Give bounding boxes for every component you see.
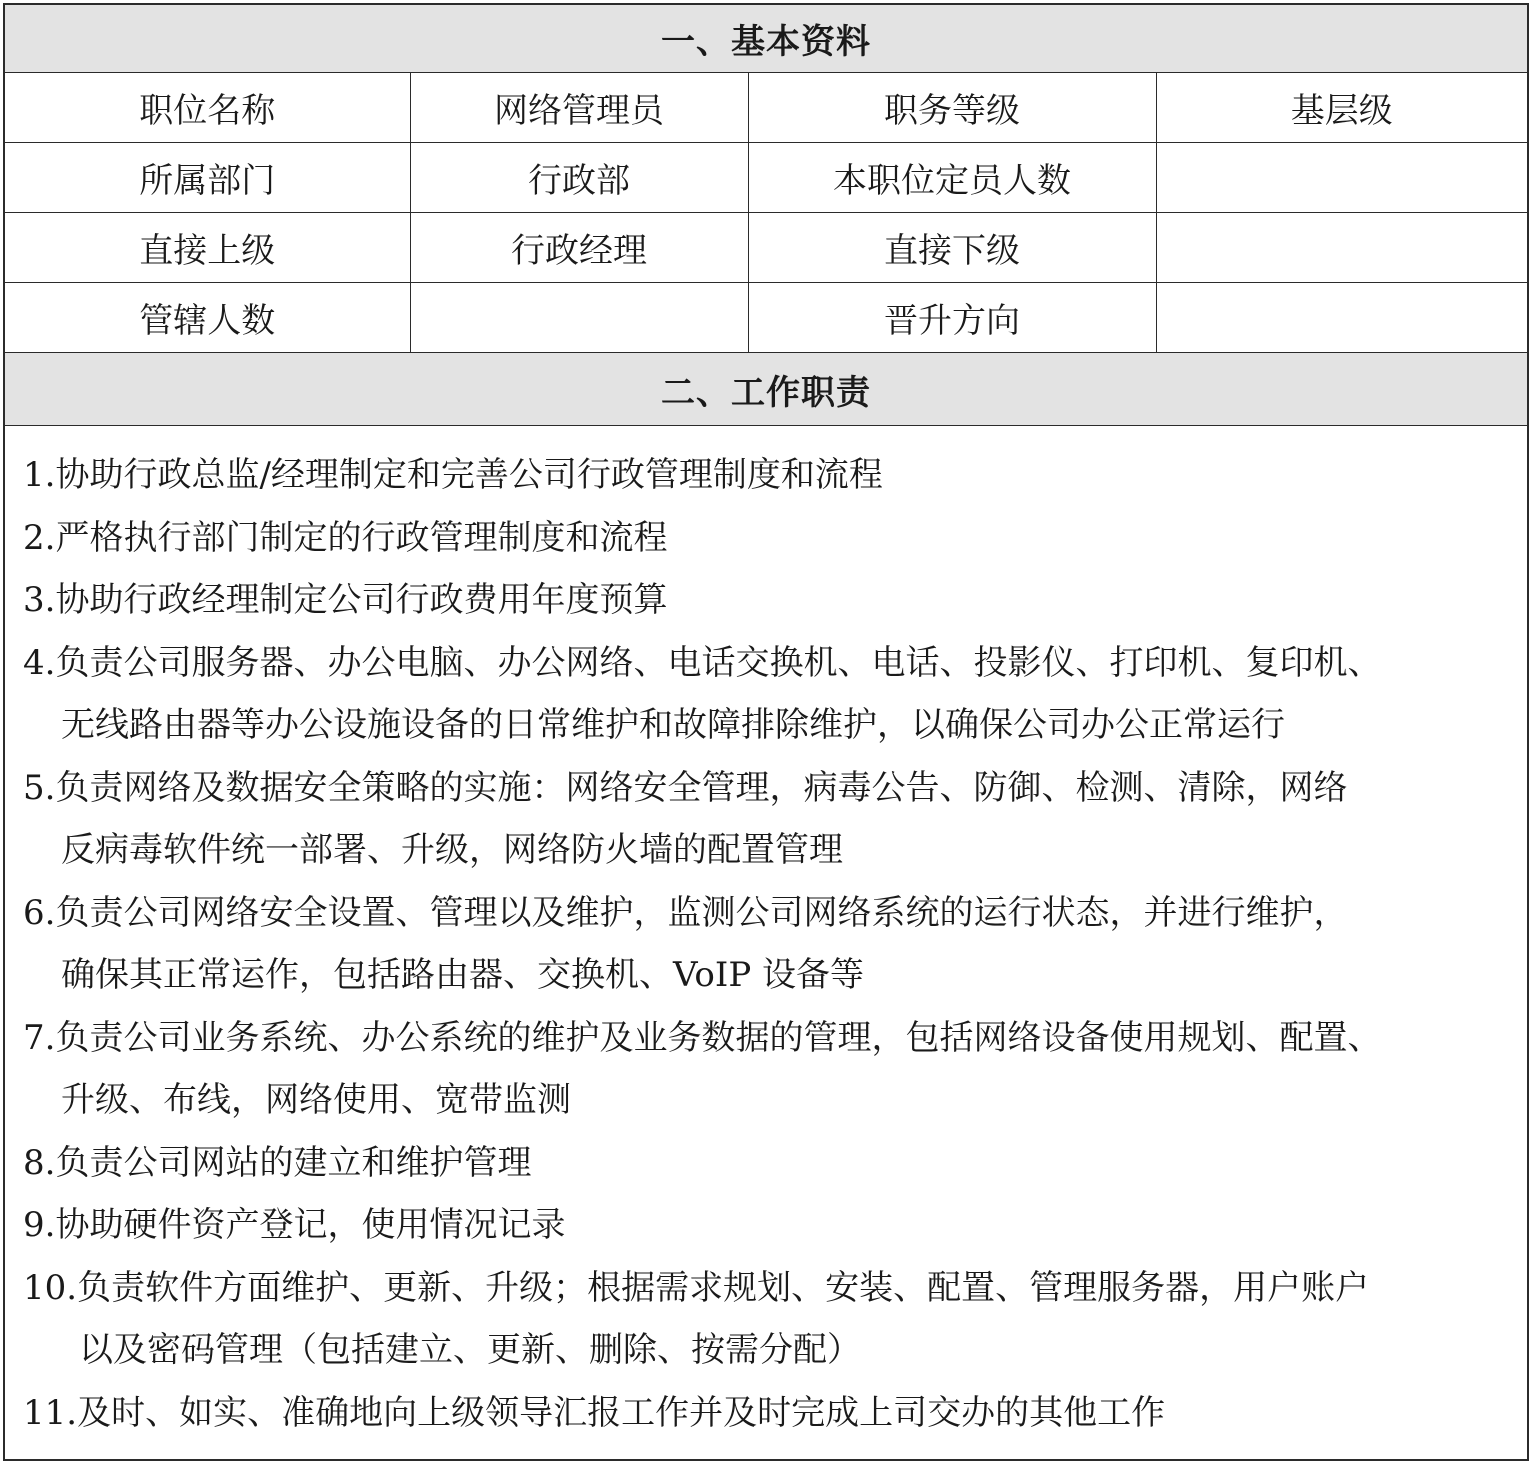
- list-item-number: 9.: [23, 1205, 56, 1245]
- table-row: [5, 283, 1527, 353]
- label-direct-superior: 直接上级: [5, 213, 410, 283]
- job-description-sheet: [3, 3, 1529, 1461]
- duties-header: 二、工作职责: [5, 353, 1527, 426]
- list-item: [23, 1382, 1527, 1445]
- label-headcount: 本职位定员人数: [748, 143, 1156, 213]
- list-item: [23, 757, 1527, 882]
- value-promotion-path: [1156, 283, 1527, 353]
- list-item: [23, 1194, 1527, 1257]
- list-item-text: 以及密码管理（包括建立、更新、删除、按需分配）: [79, 1330, 861, 1370]
- list-item-text: 负责公司业务系统、办公系统的维护及业务数据的管理，包括网络设备使用规划、配置、: [55, 1017, 1382, 1058]
- label-direct-subordinate: 直接下级: [748, 213, 1156, 283]
- list-item-text: 升级、布线，网络使用、宽带监测: [61, 1080, 571, 1120]
- value-managed-count: [410, 283, 748, 353]
- list-item: [23, 507, 1527, 570]
- list-item: [23, 1132, 1527, 1195]
- list-item-text: 反病毒软件统一部署、升级，网络防火墙的配置管理: [61, 830, 843, 870]
- list-item-text: 严格执行部门制定的行政管理制度和流程: [55, 517, 668, 558]
- list-item-text: 协助硬件资产登记，使用情况记录: [55, 1205, 566, 1245]
- list-item-text: 负责网络及数据安全策略的实施：网络安全管理，病毒公告、防御、检测、清除，网络: [55, 767, 1348, 808]
- list-item-number: 1.: [23, 455, 56, 495]
- duties-list: [5, 426, 1527, 1444]
- list-item-number: 2.: [23, 517, 56, 558]
- value-headcount: [1156, 143, 1527, 213]
- list-item-number: 3.: [23, 580, 56, 620]
- list-item-number: 10.: [23, 1267, 78, 1308]
- label-position-name: 职位名称: [5, 73, 410, 143]
- list-item-text: 负责软件方面维护、更新、升级；根据需求规划、安装、配置、管理服务器，用户账户: [77, 1267, 1370, 1308]
- list-item-number: 6.: [23, 892, 56, 933]
- list-item: [23, 1007, 1527, 1132]
- list-item: [23, 569, 1527, 632]
- list-item-text: 协助行政经理制定公司行政费用年度预算: [55, 580, 668, 620]
- list-item-text: 及时、如实、准确地向上级领导汇报工作并及时完成上司交办的其他工作: [77, 1392, 1166, 1433]
- list-item-number: 11.: [23, 1392, 78, 1433]
- value-department: 行政部: [410, 143, 748, 213]
- basic-info-header: 一、基本资料: [5, 5, 1527, 73]
- list-item-number: 7.: [23, 1017, 56, 1058]
- list-item: [23, 882, 1527, 1007]
- table-row: [5, 73, 1527, 143]
- label-department: 所属部门: [5, 143, 410, 213]
- value-direct-superior: 行政经理: [410, 213, 748, 283]
- list-item-text: 负责公司网站的建立和维护管理: [55, 1142, 532, 1183]
- list-item-number: 4.: [23, 642, 56, 683]
- list-item-number: 5.: [23, 767, 56, 808]
- basic-info-table: [5, 5, 1527, 426]
- label-managed-count: 管辖人数: [5, 283, 410, 353]
- list-item: [23, 632, 1527, 757]
- table-row: [5, 213, 1527, 283]
- list-item-text: 协助行政总监/经理制定和完善公司行政管理制度和流程: [55, 455, 883, 495]
- value-direct-subordinate: [1156, 213, 1527, 283]
- list-item-text: 负责公司网络安全设置、管理以及维护，监测公司网络系统的运行状态，并进行维护，: [55, 892, 1348, 933]
- list-item: [23, 444, 1527, 507]
- list-item-text: 无线路由器等办公设施设备的日常维护和故障排除维护，以确保公司办公正常运行: [61, 705, 1285, 745]
- value-job-grade: 基层级: [1156, 73, 1527, 143]
- table-row: [5, 143, 1527, 213]
- list-item-text: 确保其正常运作，包括路由器、交换机、VoIP 设备等: [61, 955, 865, 995]
- list-item-text: 负责公司服务器、办公电脑、办公网络、电话交换机、电话、投影仪、打印机、复印机、: [55, 642, 1382, 683]
- value-position-name: 网络管理员: [410, 73, 748, 143]
- label-job-grade: 职务等级: [748, 73, 1156, 143]
- list-item-number: 8.: [23, 1142, 56, 1183]
- list-item: [23, 1257, 1527, 1382]
- label-promotion-path: 晋升方向: [748, 283, 1156, 353]
